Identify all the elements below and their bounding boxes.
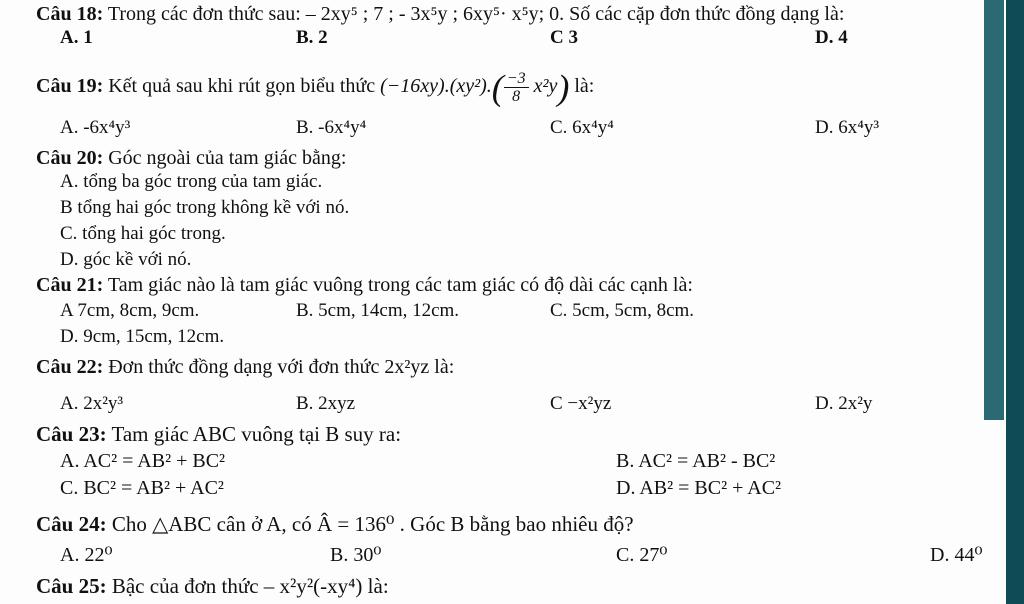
q20-option-a: A. tổng ba góc trong của tam giác. bbox=[60, 171, 323, 192]
q19-expression: (−16xy).(xy²).( $\frac{-3}{8}$ x²y) bbox=[380, 67, 570, 108]
q20-option-d: D. góc kề với nó. bbox=[60, 249, 192, 270]
q23-option-a: A. AC² = AB² + BC² bbox=[60, 450, 226, 472]
q18-option-b: B. 2 bbox=[296, 27, 328, 48]
q19-option-a: A. -6x⁴y³ bbox=[60, 117, 131, 138]
q20-option-c: C. tổng hai góc trong. bbox=[60, 223, 226, 244]
q18-option-c: C 3 bbox=[550, 27, 578, 48]
q19-stem: Câu 19: Kết quả sau khi rút gọn biểu thức (−16xy).(xy²).( $\frac{-3}{8}$ x²y) là: bbox=[36, 67, 595, 108]
q21-option-b: B. 5cm, 14cm, 12cm. bbox=[296, 300, 460, 321]
q23-option-b: B. AC² = AB² - BC² bbox=[616, 450, 776, 472]
q18-stem: Câu 18: Trong các đơn thức sau: – 2xy⁵ ; 7 ; - 3x⁵y ; 6xy⁵· x⁵y; 0. Số các cặp đơn thức đồng dạng là: bbox=[36, 3, 845, 25]
q24-option-c: C. 27⁰ bbox=[616, 544, 668, 566]
q22-option-b: B. 2xyz bbox=[296, 393, 356, 414]
q21-option-c: C. 5cm, 5cm, 8cm. bbox=[550, 300, 695, 321]
q18-option-d: D. 4 bbox=[815, 27, 848, 48]
q21-stem: Câu 21: Tam giác nào là tam giác vuông trong các tam giác có độ dài các cạnh là: bbox=[36, 274, 693, 296]
q22-stem: Câu 22: Đơn thức đồng dạng với đơn thức 2x²yz là: bbox=[36, 356, 455, 378]
decorative-stripe bbox=[984, 0, 1004, 420]
q23-stem: Câu 23: Tam giác ABC vuông tại B suy ra: bbox=[36, 422, 402, 446]
q24-option-d: D. 44⁰ bbox=[930, 544, 983, 566]
q18-option-a: A. 1 bbox=[60, 27, 93, 48]
q19-option-c: C. 6x⁴y⁴ bbox=[550, 117, 614, 138]
decorative-stripe-edge bbox=[1006, 0, 1024, 604]
q24-stem: Câu 24: Cho △ABC cân ở A, có Â = 136⁰ . Góc B bằng bao nhiêu độ? bbox=[36, 512, 634, 536]
q21-option-a: A 7cm, 8cm, 9cm. bbox=[60, 300, 200, 321]
q22-option-d: D. 2x²y bbox=[815, 393, 873, 414]
q23-option-c: C. BC² = AB² + AC² bbox=[60, 477, 224, 499]
q19-fraction: $\frac{-3}{8}$ bbox=[504, 70, 529, 105]
q24-option-a: A. 22⁰ bbox=[60, 544, 113, 566]
q20-stem: Câu 20: Góc ngoài của tam giác bằng: bbox=[36, 147, 347, 169]
q22-option-a: A. 2x²y³ bbox=[60, 393, 124, 414]
q24-option-b: B. 30⁰ bbox=[330, 544, 382, 566]
q22-option-c: C −x²yz bbox=[550, 393, 612, 414]
q20-option-b: B tổng hai góc trong không kề với nó. bbox=[60, 197, 350, 218]
q19-option-d: D. 6x⁴y³ bbox=[815, 117, 880, 138]
q23-option-d: D. AB² = BC² + AC² bbox=[616, 477, 782, 499]
q19-option-b: B. -6x⁴y⁴ bbox=[296, 117, 367, 138]
q25-stem: Câu 25: Bậc của đơn thức – x²y²(-xy⁴) là: bbox=[36, 574, 389, 598]
q21-option-d: D. 9cm, 15cm, 12cm. bbox=[60, 326, 225, 347]
